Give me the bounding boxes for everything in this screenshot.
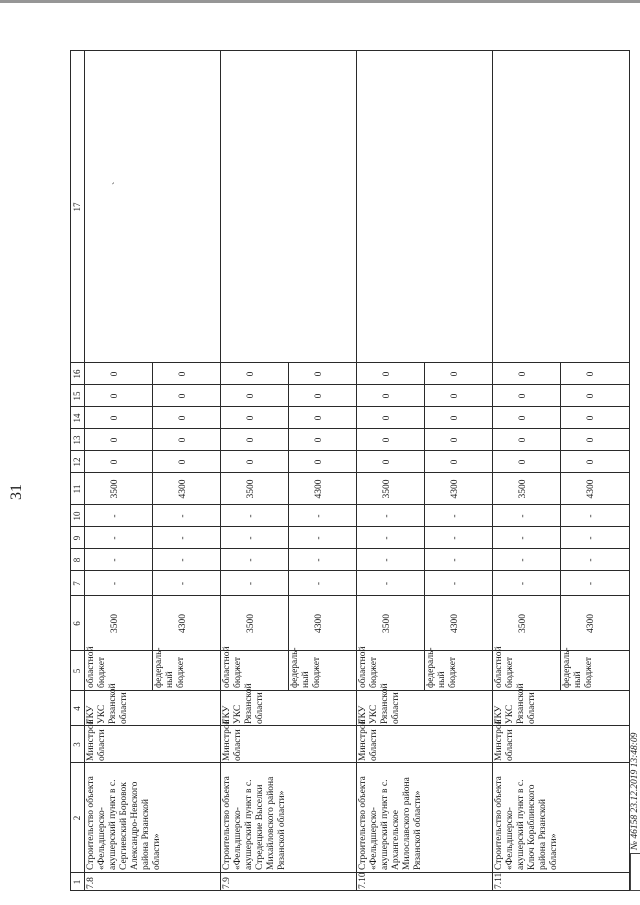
value-cell: 0 bbox=[586, 415, 596, 421]
column-header: 15 bbox=[72, 391, 82, 401]
budget-table bbox=[70, 51, 630, 891]
value-cell: 0 bbox=[178, 437, 188, 443]
ministry-name: Минстрой области bbox=[222, 719, 243, 761]
value-cell: - bbox=[382, 536, 392, 540]
value-cell: 0 bbox=[314, 371, 324, 377]
header-bottom-line bbox=[84, 51, 85, 891]
value-cell: 0 bbox=[450, 437, 460, 443]
value-cell: 0 bbox=[518, 459, 528, 465]
column-header: 8 bbox=[72, 557, 82, 563]
column-header: 13 bbox=[72, 435, 82, 445]
object-name: Строительство объекта «Фельдшерско-акушерский пункт в с. Сергиевский Боровок Александро-Невского района Рязанской области» bbox=[86, 776, 162, 870]
value-cell: - bbox=[450, 536, 460, 540]
value-cell: 0 bbox=[586, 393, 596, 399]
budget-source: областной бюджет bbox=[494, 646, 515, 688]
value-cell: 4300 bbox=[450, 614, 460, 633]
value-cell: - bbox=[518, 558, 528, 562]
column-line bbox=[70, 50, 630, 51]
column-header: 5 bbox=[72, 668, 82, 674]
column-line bbox=[70, 762, 630, 763]
value-cell: 0 bbox=[246, 415, 256, 421]
value-cell: - bbox=[246, 514, 256, 518]
item-number: 7.10 bbox=[358, 872, 368, 889]
column-header: 1 bbox=[72, 879, 82, 885]
value-cell: - bbox=[314, 514, 324, 518]
value-cell: - bbox=[450, 581, 460, 586]
column-line bbox=[70, 595, 630, 596]
subrow-separator bbox=[288, 363, 289, 691]
value-cell: 0 bbox=[110, 459, 120, 465]
column-line bbox=[70, 428, 630, 429]
item-number: 7.8 bbox=[86, 877, 96, 889]
value-cell: - bbox=[314, 536, 324, 540]
value-cell: - bbox=[518, 514, 528, 518]
value-cell: 3500 bbox=[246, 479, 256, 499]
value-cell: - bbox=[246, 558, 256, 562]
value-cell: - bbox=[382, 558, 392, 562]
value-cell: - bbox=[110, 514, 120, 518]
value-cell: 0 bbox=[246, 393, 256, 399]
column-line bbox=[70, 384, 630, 385]
budget-source: федераль-ный бюджет bbox=[154, 647, 186, 688]
value-cell: - bbox=[450, 558, 460, 562]
page-number: 31 bbox=[8, 484, 25, 500]
column-line bbox=[70, 872, 630, 873]
value-cell: 0 bbox=[246, 459, 256, 465]
budget-source: областной бюджет bbox=[86, 646, 107, 688]
value-cell: 0 bbox=[518, 437, 528, 443]
value-cell: - bbox=[110, 581, 120, 586]
value-cell: - bbox=[586, 514, 596, 518]
column-header: 11 bbox=[72, 484, 82, 494]
value-cell: 0 bbox=[450, 415, 460, 421]
value-cell: 0 bbox=[586, 437, 596, 443]
value-cell: - bbox=[586, 536, 596, 540]
budget-source: федераль-ный бюджет bbox=[426, 647, 458, 688]
column-header: 10 bbox=[72, 511, 82, 521]
column-header: 9 bbox=[72, 535, 82, 541]
column-header: 7 bbox=[72, 581, 82, 586]
object-name: Строительство объекта «Фельдшерско-акушерский пункт в с. Стредецкие Выселки Михайловского района Рязанской области» bbox=[222, 776, 287, 870]
ministry-name: Минстрой области bbox=[358, 719, 379, 761]
value-cell: - bbox=[178, 514, 188, 518]
ministry-name: Минстрой области bbox=[86, 719, 107, 761]
column-header: 12 bbox=[72, 457, 82, 467]
value-cell: 0 bbox=[382, 437, 392, 443]
column-line bbox=[70, 362, 630, 363]
value-cell: 4300 bbox=[178, 614, 188, 633]
row-separator bbox=[220, 51, 221, 891]
value-cell: - bbox=[246, 581, 256, 586]
column-header: 14 bbox=[72, 413, 82, 423]
column-line bbox=[70, 890, 630, 891]
column-header: 2 bbox=[72, 815, 82, 821]
value-cell: 0 bbox=[586, 459, 596, 465]
budget-source: областной бюджет bbox=[358, 646, 379, 688]
customer-name: ГКУ УКС Рязанской области bbox=[222, 683, 265, 724]
scan-mark: ˋ bbox=[112, 181, 123, 185]
item-number: 7.9 bbox=[222, 877, 232, 889]
value-cell: 0 bbox=[382, 415, 392, 421]
value-cell: 3500 bbox=[110, 479, 120, 499]
value-cell: 3500 bbox=[518, 479, 528, 499]
customer-name: ГКУ УКС Рязанской области bbox=[358, 683, 401, 724]
value-cell: 3500 bbox=[110, 614, 120, 633]
value-cell: 0 bbox=[314, 415, 324, 421]
value-cell: - bbox=[246, 536, 256, 540]
customer-name: ГКУ УКС Рязанской области bbox=[86, 683, 129, 724]
value-cell: - bbox=[382, 581, 392, 586]
column-line bbox=[70, 504, 630, 505]
value-cell: 0 bbox=[314, 393, 324, 399]
column-line bbox=[70, 548, 630, 549]
subrow-separator bbox=[560, 363, 561, 691]
value-cell: 0 bbox=[314, 437, 324, 443]
value-cell: - bbox=[518, 581, 528, 586]
value-cell: 0 bbox=[110, 415, 120, 421]
registration-stamp-logo bbox=[630, 853, 640, 891]
value-cell: - bbox=[586, 558, 596, 562]
value-cell: 0 bbox=[518, 371, 528, 377]
value-cell: - bbox=[314, 558, 324, 562]
value-cell: 0 bbox=[246, 437, 256, 443]
value-cell: 4300 bbox=[586, 614, 596, 633]
value-cell: 4300 bbox=[314, 614, 324, 633]
value-cell: 4300 bbox=[450, 479, 460, 499]
value-cell: 0 bbox=[518, 393, 528, 399]
value-cell: 0 bbox=[586, 371, 596, 377]
budget-source: областной бюджет bbox=[222, 646, 243, 688]
value-cell: - bbox=[450, 514, 460, 518]
value-cell: - bbox=[314, 581, 324, 586]
column-line bbox=[70, 690, 630, 691]
value-cell: 3500 bbox=[382, 614, 392, 633]
object-name: Строительство объекта «Фельдшерско-акушерский пункт в с. Ключ Кораблинского района Рязанской области» bbox=[494, 776, 559, 870]
column-header: 6 bbox=[72, 621, 82, 626]
row-separator bbox=[356, 51, 357, 891]
column-line bbox=[70, 406, 630, 407]
value-cell: 0 bbox=[110, 437, 120, 443]
value-cell: - bbox=[110, 558, 120, 562]
value-cell: - bbox=[518, 536, 528, 540]
value-cell: 0 bbox=[450, 393, 460, 399]
value-cell: 0 bbox=[110, 393, 120, 399]
subrow-separator bbox=[152, 363, 153, 691]
value-cell: 0 bbox=[382, 371, 392, 377]
column-header: 17 bbox=[72, 202, 82, 212]
value-cell: 0 bbox=[178, 371, 188, 377]
value-cell: 3500 bbox=[246, 614, 256, 633]
value-cell: 0 bbox=[450, 459, 460, 465]
customer-name: ГКУ УКС Рязанской области bbox=[494, 683, 537, 724]
budget-source: федераль-ный бюджет bbox=[562, 647, 594, 688]
object-name: Строительство объекта «Фельдшерско-акушерский пункт в с. Архангельское Милославского района Рязанской области» bbox=[358, 776, 423, 870]
value-cell: 0 bbox=[178, 393, 188, 399]
value-cell: - bbox=[178, 581, 188, 586]
value-cell: 0 bbox=[382, 393, 392, 399]
subrow-separator bbox=[424, 363, 425, 691]
column-line bbox=[70, 725, 630, 726]
footer-registration: № 46158 23.12.2019 13:48:09 bbox=[630, 732, 640, 850]
value-cell: 0 bbox=[178, 415, 188, 421]
value-cell: 0 bbox=[450, 371, 460, 377]
column-header: 3 bbox=[72, 742, 82, 747]
table-top-line bbox=[70, 51, 71, 891]
value-cell: - bbox=[178, 558, 188, 562]
column-header: 4 bbox=[72, 706, 82, 711]
value-cell: 0 bbox=[178, 459, 188, 465]
value-cell: - bbox=[110, 536, 120, 540]
value-cell: 4300 bbox=[314, 479, 324, 499]
value-cell: 0 bbox=[110, 371, 120, 377]
value-cell: 4300 bbox=[586, 479, 596, 499]
column-line bbox=[70, 526, 630, 527]
column-line bbox=[70, 570, 630, 571]
column-line bbox=[70, 472, 630, 473]
row-separator bbox=[492, 51, 493, 891]
value-cell: - bbox=[178, 536, 188, 540]
budget-source: федераль-ный бюджет bbox=[290, 647, 322, 688]
value-cell: 0 bbox=[518, 415, 528, 421]
value-cell: - bbox=[382, 514, 392, 518]
value-cell: 3500 bbox=[518, 614, 528, 633]
value-cell: 0 bbox=[314, 459, 324, 465]
value-cell: 3500 bbox=[382, 479, 392, 499]
column-line bbox=[70, 450, 630, 451]
item-number: 7.11 bbox=[494, 872, 504, 889]
column-header: 16 bbox=[72, 369, 82, 379]
ministry-name: Минстрой области bbox=[494, 719, 515, 761]
value-cell: 0 bbox=[246, 371, 256, 377]
value-cell: - bbox=[586, 581, 596, 586]
value-cell: 0 bbox=[382, 459, 392, 465]
value-cell: 4300 bbox=[178, 479, 188, 499]
